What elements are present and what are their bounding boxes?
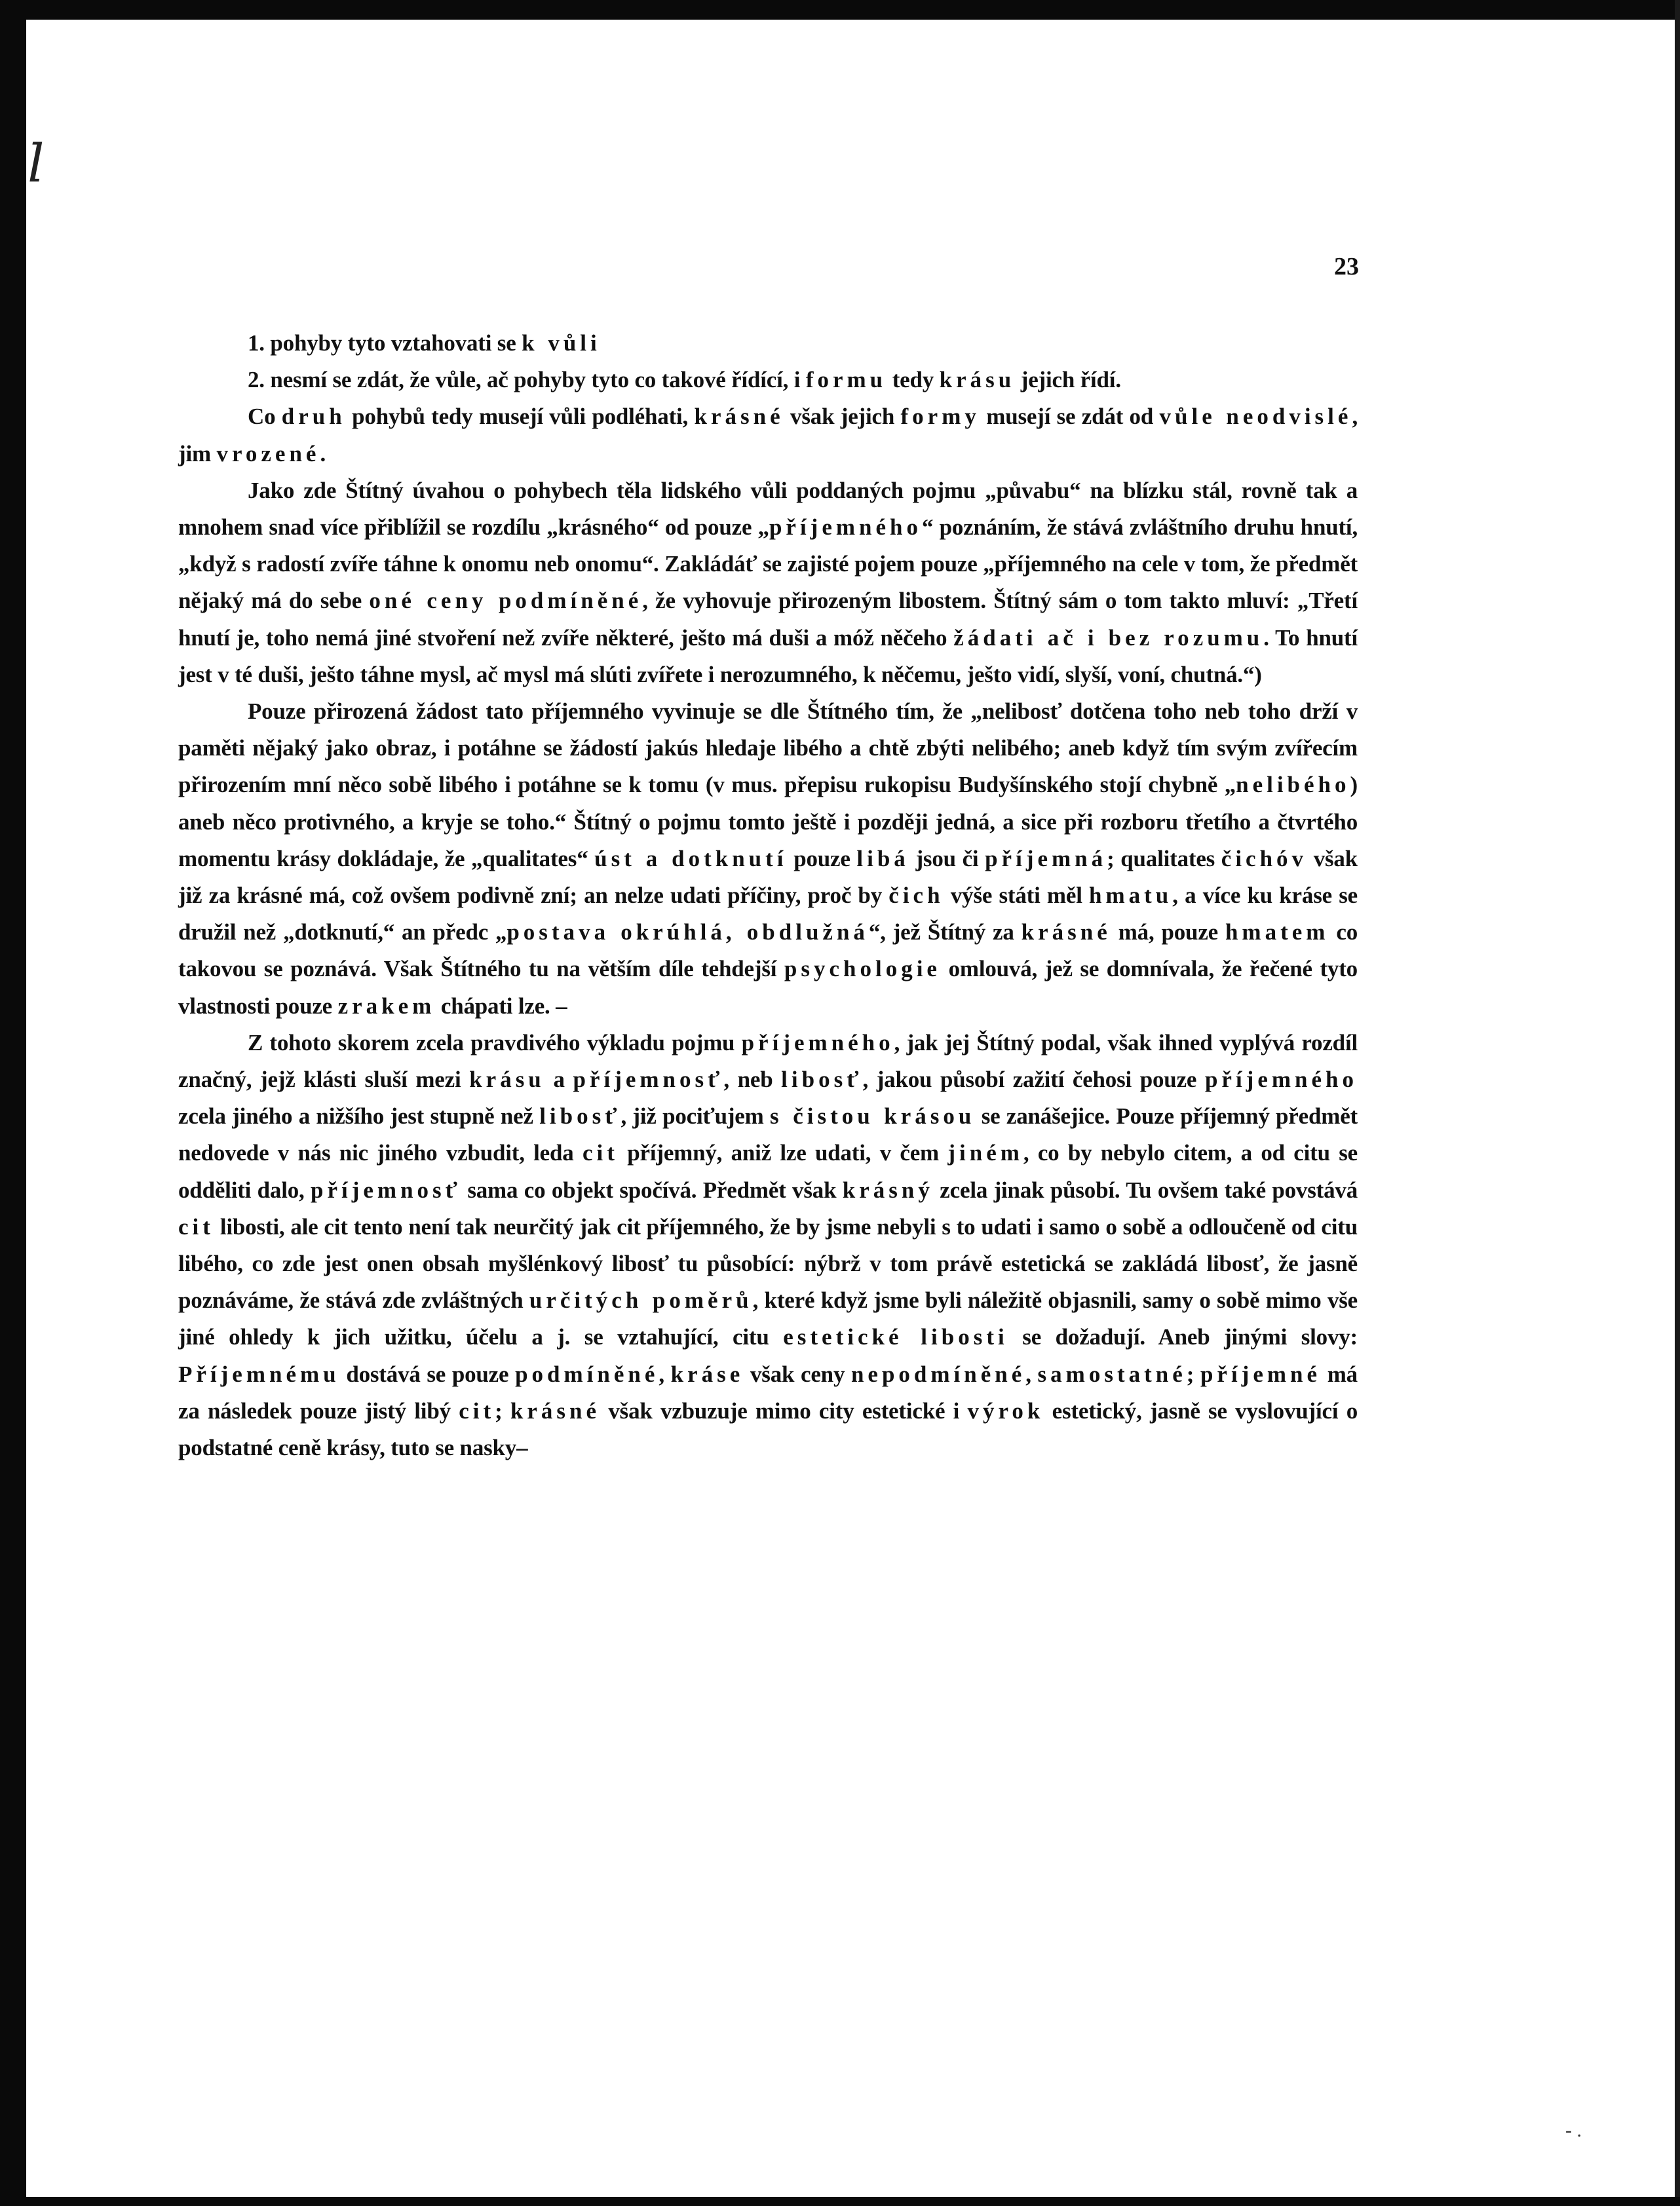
text-run: estetický, jasně se vyslovující o podstatné ceně krásy, tuto se nasky– — [178, 1398, 1358, 1461]
spaced-emphasis: libosť — [781, 1067, 863, 1093]
spaced-emphasis: psychologie — [784, 956, 941, 982]
text-run: 2. nesmí se zdát, že vůle, ač pohyby tyto co takové řídící, i — [248, 367, 806, 393]
text-run: libosti, ale cit tento není tak neurčitý jak cit příjemného, že by jsme nebyli s to udati i samo o sobě a odloučeně od citu libého, co zde jest onen obsah myšlénkový libosť tu působící: nýbrž v tom právě estetická se zakládá libosť, že jasně poznáváme, že stává zde zvláštných — [178, 1213, 1358, 1314]
text-run: , jakou působí zažití čehosi pouze — [862, 1067, 1205, 1093]
paragraph — [178, 1025, 1358, 1466]
spaced-emphasis: výrok — [967, 1398, 1044, 1424]
text-run: sama co objekt spočívá. Předmět však — [461, 1177, 843, 1203]
text-run: ; — [1186, 1361, 1200, 1387]
text-run: chápati lze. – — [435, 993, 567, 1019]
text-run: Z tohoto skorem zcela pravdivého výkladu pojmu — [248, 1029, 742, 1055]
spaced-emphasis: krásu — [939, 367, 1016, 393]
text-run: , jak jej Štítný podal, však ihned vyplývá rozdíl značný, jejž klásti sluší mezi — [178, 1029, 1358, 1093]
spaced-emphasis: vrozené — [216, 440, 320, 466]
paragraph — [178, 362, 1358, 398]
scan-bottom-edge — [0, 2197, 1680, 2206]
spaced-emphasis: podmíněné — [515, 1361, 659, 1387]
text-run: , které když jsme byli náležitě objasnili, samy o sobě mimo vše jiné ohledy k jich užitku, účelu a j. se vztahující, citu — [178, 1287, 1358, 1350]
text-run: zcela jiného a nižšího jest stupně než — [178, 1103, 540, 1130]
spaced-emphasis: cit — [459, 1398, 495, 1424]
paragraph — [178, 325, 1358, 362]
text-run: , neb — [723, 1067, 782, 1093]
spaced-emphasis: krásné — [1021, 919, 1111, 945]
spaced-emphasis: hmatem — [1225, 919, 1329, 945]
spaced-emphasis: zrakem — [337, 993, 436, 1019]
text-run: , již pociťujem — [620, 1103, 770, 1130]
text-run: “, jež Štítný za — [868, 919, 1021, 945]
page-number: 23 — [1334, 253, 1359, 280]
text-run: 1. pohyby tyto vztahovati se — [248, 330, 522, 356]
text-run: a — [544, 1067, 573, 1093]
spaced-emphasis: formy — [900, 404, 980, 430]
spaced-emphasis: čichóv — [1221, 845, 1308, 871]
text-run: co takovou se poznává. Však Štítného tu na větším díle tehdejší — [178, 919, 1358, 982]
spaced-emphasis: příjemného — [741, 1029, 894, 1055]
text-run: Jako zde Štítný úvahou o pohybech těla lidského vůli poddaných pojmu „půvabu“ na blízku stál, rovně tak a mnohem snad více přiblížil se rozdílu „krásného“ od pouze „ — [178, 477, 1358, 541]
spaced-emphasis: libosť — [539, 1103, 621, 1130]
text-run: má za následek pouze jistý libý — [178, 1361, 1358, 1424]
text-run: však vzbuzuje mimo city estetické i — [600, 1398, 968, 1424]
text-run: , jim — [178, 404, 1358, 466]
text-run: Co — [248, 404, 282, 430]
spaced-emphasis: úst a dotknutí — [594, 845, 788, 871]
text-run: dostává se pouze — [339, 1361, 516, 1387]
spaced-emphasis: nelibého — [1236, 772, 1350, 798]
spaced-emphasis: hmatu — [1089, 883, 1173, 909]
spaced-emphasis: kráse — [670, 1361, 744, 1387]
text-run: , že vyhovuje přirozeným libostem. Štítný sám o tom takto mluví: „Třetí hnutí je, toho nemá jiné stvoření než zvíře některé, ješto má duši a móž něčeho — [178, 588, 1358, 651]
spaced-emphasis: s čistou krásou — [769, 1103, 976, 1130]
text-run: jejich řídí. — [1015, 367, 1121, 393]
spaced-emphasis: Příjemnému — [178, 1361, 340, 1387]
spaced-emphasis: formu — [805, 367, 887, 393]
text-run: však ceny — [744, 1361, 851, 1387]
text-run: , co by nebylo citem, a od citu se odděliti dalo, — [178, 1140, 1358, 1203]
text-run: však již za krásné má, což ovšem podivně zní; an nelze udati příčiny, proč by — [178, 845, 1358, 909]
text-run: zcela jinak působí. Tu ovšem také povstává — [933, 1177, 1358, 1203]
text-run: se zanášejice. Pouze příjemný předmět nedovede v nás nic jiného vzbudit, leda — [178, 1103, 1358, 1166]
text-run: má, pouze — [1111, 919, 1225, 945]
margin-pencil-mark: l — [28, 133, 45, 194]
text-run: , a více ku kráse se družil než „dotknutí,“ an předc „ — [178, 883, 1358, 945]
text-run: musejí se zdát od — [980, 404, 1160, 430]
spaced-emphasis: krásný — [842, 1177, 934, 1203]
spaced-emphasis: příjemná — [985, 845, 1107, 871]
text-run: pouze — [787, 845, 857, 871]
text-run: příjemný, aniž lze udati, v čem — [618, 1140, 948, 1166]
text-run: , — [659, 1361, 671, 1387]
text-run: omlouvá, jež se domnívala, že řečené tyto vlastnosti pouze — [178, 956, 1358, 1019]
spaced-emphasis: libá — [856, 845, 909, 871]
spaced-emphasis: nepodmíněné — [850, 1361, 1026, 1387]
spaced-emphasis: příjemné — [1200, 1361, 1322, 1387]
spaced-emphasis: žádati ač i bez rozumu — [953, 624, 1264, 651]
body-text — [178, 325, 1358, 1466]
corner-mark: - . — [1565, 2120, 1582, 2141]
spaced-emphasis: příjemného — [769, 514, 922, 541]
text-run: pohybů tedy musejí vůli podléhati, — [345, 404, 695, 430]
text-run: . — [320, 440, 326, 466]
spaced-emphasis: určitých poměrů — [529, 1287, 753, 1314]
paragraph — [178, 693, 1358, 1025]
text-run: výše státi měl — [944, 883, 1090, 909]
text-run: jsou či — [909, 845, 985, 871]
text-run: ; — [495, 1398, 510, 1424]
spaced-emphasis: čich — [888, 883, 944, 909]
text-run: , — [1025, 1361, 1038, 1387]
spaced-emphasis: postava okrúhlá, obdlužná — [506, 919, 869, 945]
paragraph — [178, 398, 1358, 472]
spaced-emphasis: příjemnosť — [311, 1177, 461, 1203]
text-run: ; qualitates — [1107, 845, 1221, 871]
spaced-emphasis: cit — [178, 1213, 214, 1240]
spaced-emphasis: krásné — [694, 404, 784, 430]
text-run: . To hnutí jest v té duši, ješto táhne mysl, ač mysl má slúti zvířete i nerozumného, k něčemu, ješto vidí, slyší, voní, chutná.“) — [178, 624, 1358, 687]
scan-right-edge — [1675, 0, 1680, 2206]
text-run: Pouze přirozená žádost tato příjemného vyvinuje se dle Štítného tím, že „nelibosť dotčena toho neb toho drží v paměti nějaký jako obraz, i potáhne se žádostí jakús hledaje libého a chtě zbýti nelibého; aneb když tím svým zvířecím přirozením mní něco sobě libého i potáhne se k tomu (v mus. přepisu rukopisu Budyšínského stojí chybně „ — [178, 698, 1358, 798]
spaced-emphasis: k vůli — [522, 330, 601, 356]
spaced-emphasis: příjemnosť — [573, 1067, 724, 1093]
scan-left-edge — [0, 0, 26, 2206]
spaced-emphasis: příjemného — [1204, 1067, 1358, 1093]
spaced-emphasis: druh — [281, 404, 346, 430]
text-run: ) aneb něco protivného, a kryje se toho.“ Štítný o pojmu tomto ještě i později jedná, a sice při rozboru třetího a čtvrtého momentu krásy dokládaje, že „qualitates“ — [178, 772, 1358, 871]
text-run: se dožadují. Aneb jinými slovy: — [1008, 1324, 1358, 1350]
spaced-emphasis: oné ceny podmíněné — [369, 588, 643, 614]
spaced-emphasis: estetické libosti — [783, 1324, 1008, 1350]
spaced-emphasis: cit — [582, 1140, 619, 1166]
spaced-emphasis: jiném — [947, 1140, 1023, 1166]
paragraph — [178, 472, 1358, 693]
text-run: tedy — [887, 367, 940, 393]
spaced-emphasis: samostatné — [1037, 1361, 1187, 1387]
spaced-emphasis: vůle neodvislé — [1159, 404, 1352, 430]
spaced-emphasis: krásu — [469, 1067, 545, 1093]
scan-top-edge — [0, 0, 1680, 20]
text-run: však jejich — [784, 404, 901, 430]
spaced-emphasis: krásné — [510, 1398, 601, 1424]
text-run: “ poznáním, že stává zvláštního druhu hnutí, „když s radostí zvíře táhne k onomu neb onomu“. Zakládáť se zajisté pojem pouze „příjemného na cele v tom, že předmět nějaký má do sebe — [178, 514, 1358, 614]
